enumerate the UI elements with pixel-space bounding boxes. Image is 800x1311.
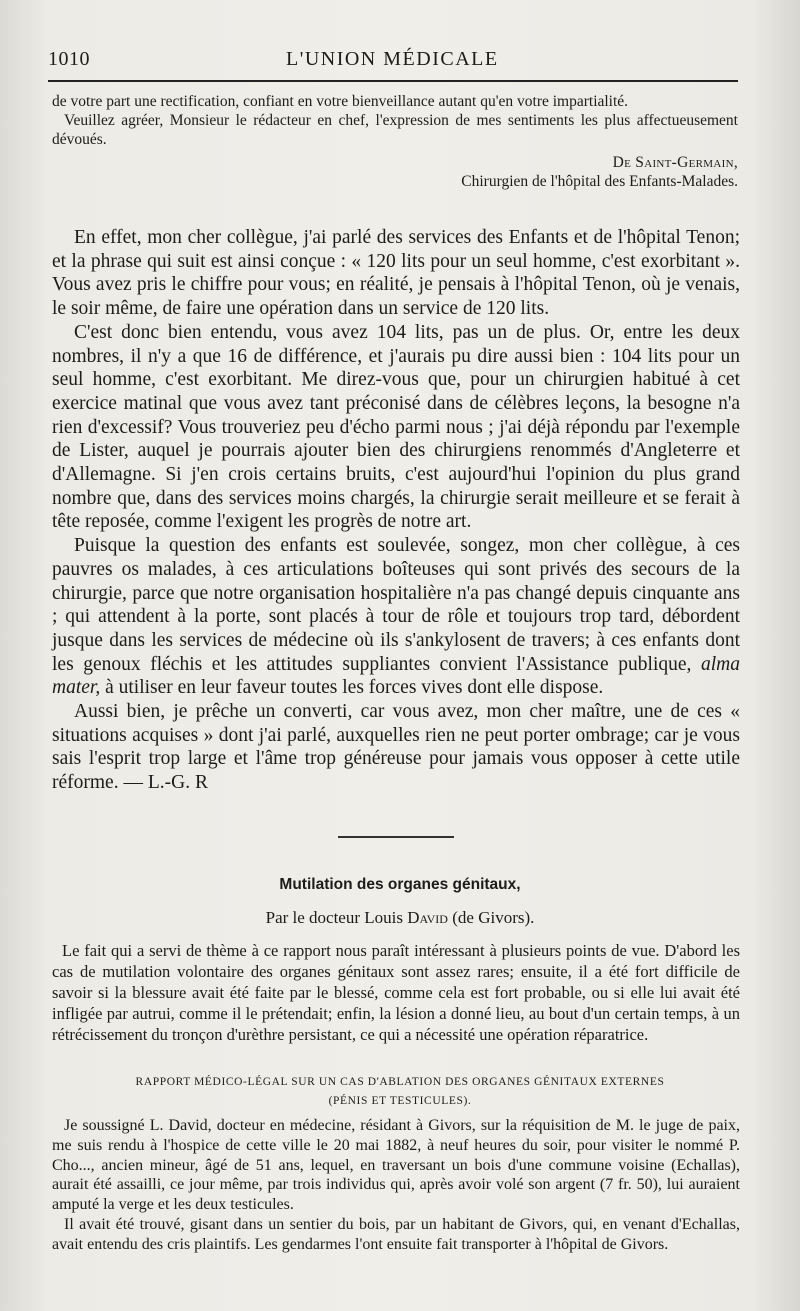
section-divider (338, 836, 454, 838)
reply-paragraph-3-end: à utiliser en leur faveur toutes les forces vives dont elle dispose. (100, 677, 604, 699)
letter-salutation: Veuillez agréer, Monsieur le rédacteur en chef, l'expression de mes sentiments les plus affectueusement dévoués. (52, 112, 738, 148)
page-number: 1010 (48, 48, 90, 70)
reply-paragraph-3 (52, 534, 740, 700)
rapport-heading (60, 1073, 740, 1111)
letter-closing-line: de votre part une rectification, confiant en votre bienveillance autant qu'en votre impartialité. (52, 93, 629, 110)
letter-excerpt (52, 92, 738, 191)
reply-paragraph-3-start: Puisque la question des enfants est soulevée, songez, mon cher collègue, à ces pauvres os malades, à ces articulations boîteuses qui sont privés des secours de la chirurgie, parce que notre organisation hospitalière n'a pas changé depuis cinquante ans ; qui attendent à la porte, sont placés à tour de rôle et toujours trop tard, débordent jusque dans les services de médecine où ils s'ankylosent de travers; à ces enfants dont les genoux fléchis et les attitudes suppliantes convient l'Assistance publique, (52, 535, 740, 675)
reply-paragraph-2: C'est donc bien entendu, vous avez 104 lits, pas un de plus. Or, entre les deux nombres, il n'y a que 16 de différence, et j'aurais pu dire aussi bien : 104 lits pour un seul homme, c'est exorbitant. Me direz-vous que, pour un chirurgien habitué à cet exercice matinal que vous avez tant préconisé dans de célèbres leçons, la besogne n'a rien d'excessif? Vous trouveriez peu d'écho parmi nous ; j'ai déjà répondu par l'exemple de Lister, auquel je pourrais ajouter bien des chirurgiens renommés d'Angleterre et d'Allemagne. Si j'en crois certains bruits, c'est aujourd'hui l'opinion du plus grand nombre que, dans des services moins chargés, la chirurgie serait meilleure et se ferait à tête reposée, comme l'exigent les progrès de notre art. (52, 321, 740, 533)
byline-suffix: (de Givors). (447, 908, 535, 927)
alma-mater-italic: alma mater, (52, 653, 740, 699)
page-header (48, 42, 738, 72)
article-intro-paragraph: Le fait qui a servi de thème à ce rapport nous paraît intéressant à plusieurs points de vue. D'abord les cas de mutilation volontaire des organes génitaux sont assez rares; ensuite, il a été fort difficile de savoir si la blessure avait été faite par le blessé, comme cela est fort probable, ou si elle lui avait été infligée par autrui, comme il le prétendait; enfin, la lésion a donné lieu, au bout d'un certain temps, à un rétrécissement du tronçon d'urèthre persistant, ce qui a nécessité une opération réparatrice. (52, 941, 740, 1044)
signature-title: Chirurgien de l'hôpital des Enfants-Malades. (461, 173, 738, 190)
reply-text (52, 226, 740, 795)
reply-paragraph-1: En effet, mon cher collègue, j'ai parlé des services des Enfants et de l'hôpital Tenon; et la phrase qui suit est ainsi conçue : « 120 lits pour un seul homme, c'est exorbitant ». Vous avez pris le chiffre pour vous; en réalité, je pensais à l'hôpital Tenon, où je venais, le soir même, de faire une opération dans un service de 120 lits. (52, 227, 740, 320)
signature-name: De Saint-Germain, (612, 154, 738, 171)
article-intro (52, 940, 740, 1045)
article-byline (0, 908, 800, 928)
header-rule (48, 80, 738, 82)
running-title: L'UNION MÉDICALE (286, 48, 499, 70)
letter-signature (52, 153, 738, 191)
rapport-paragraph-2: Il avait été trouvé, gisant dans un sentier du bois, par un habitant de Givors, qui, en venant d'Echallas, avait entendu des cris plaintifs. Les gendarmes l'ont ensuite fait transporter à l'hôpital de Givors. (52, 1215, 740, 1253)
rapport-heading-line-2: (PÉNIS ET TESTICULES). (328, 1095, 472, 1107)
rapport-heading-line-1: RAPPORT MÉDICO-LÉGAL SUR UN CAS D'ABLATION DES ORGANES GÉNITAUX EXTERNES (135, 1076, 665, 1088)
rapport-paragraph-1: Je soussigné L. David, docteur en médecine, résidant à Givors, sur la réquisition de M. le juge de paix, me suis rendu à l'hospice de cette ville le 20 mai 1882, à neuf heures du soir, pour visiter le nommé P. Cho..., ancien mineur, âgé de 51 ans, lequel, en traversant un bois d'une commune voisine (Echallas), aurait été assailli, ce jour même, par trois individus qui, après avoir volé son argent (7 fr. 50), lui auraient amputé la verge et les deux testicules. (52, 1117, 740, 1214)
reply-paragraph-4: Aussi bien, je prêche un converti, car vous avez, mon cher maître, une de ces « situations acquises » dont j'ai parlé, auxquelles rien ne peut porter ombrage; car je vous sais l'esprit trop large et l'âme trop généreuse pour jamais vous opposer à cette utile réforme. — L.-G. R (52, 701, 740, 794)
byline-author-name: David (407, 908, 448, 927)
rapport-body (52, 1116, 740, 1255)
byline-prefix: Par le docteur Louis (265, 908, 408, 927)
article-title: Mutilation des organes génitaux, (279, 876, 521, 893)
